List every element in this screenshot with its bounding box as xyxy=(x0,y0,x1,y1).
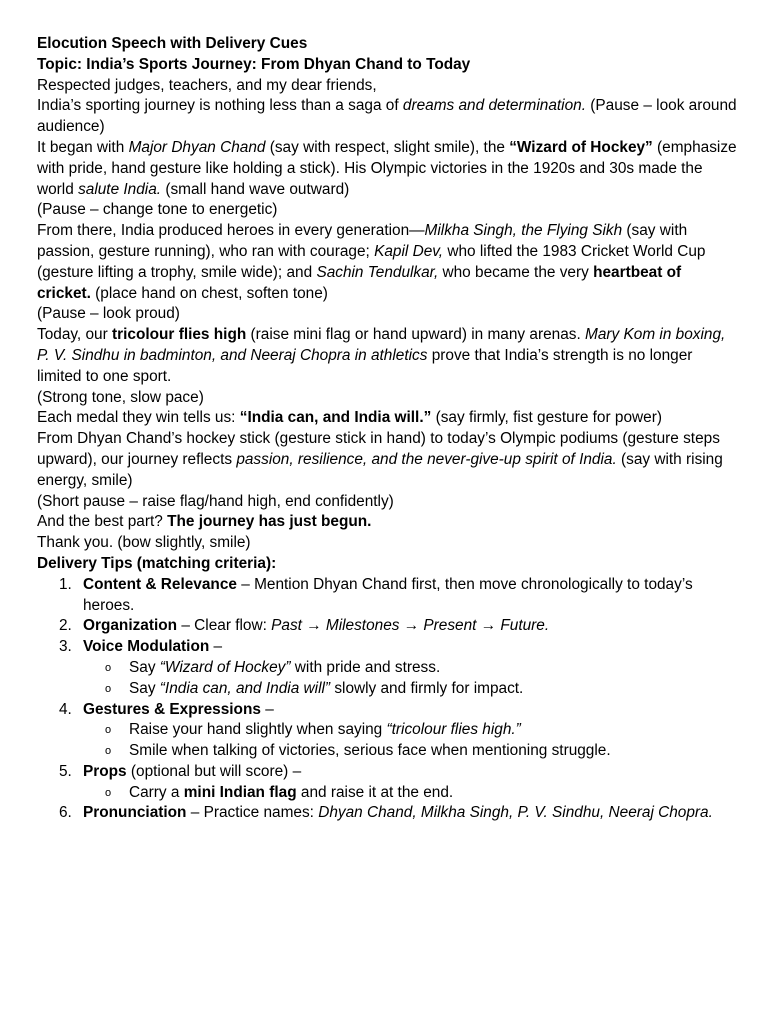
tip-subitem: o Smile when talking of victories, serious face when mentioning struggle. xyxy=(83,741,737,762)
tip-item: 5. Props (optional but will score) – o Carry a mini Indian flag and raise it at the end. xyxy=(37,762,737,804)
tip-subitem: o Raise your hand slightly when saying “tricolour flies high.” xyxy=(83,720,737,741)
bullet-icon: o xyxy=(105,786,112,799)
speech-closing: Thank you. (bow slightly, smile) xyxy=(37,534,251,552)
speech-topic: Topic: India’s Sports Journey: From Dhyan Chand to Today xyxy=(37,55,471,73)
speech-paragraph: And the best part? The journey has just begun. xyxy=(37,513,372,531)
tip-sublist xyxy=(83,658,737,700)
delivery-cue: (Pause – look proud) xyxy=(37,305,180,323)
delivery-cue: (Strong tone, slow pace) xyxy=(37,388,204,406)
tip-number: 1. xyxy=(59,575,72,593)
bullet-icon: o xyxy=(105,661,112,674)
tip-sublist xyxy=(83,720,737,762)
tip-item: 4. Gestures & Expressions – o Raise your hand slightly when saying “tricolour flies high.” o Smile when talking of victories, serious face when mentioning struggle. xyxy=(37,700,737,762)
delivery-tips-list xyxy=(37,575,737,825)
tip-item: 1. Content & Relevance – Mention Dhyan Chand first, then move chronologically to today’s heroes. xyxy=(59,575,693,614)
speech-paragraph: From Dhyan Chand’s hockey stick (gesture stick in hand) to today’s Olympic podiums (gesture steps upward), our journey reflects passion, resilience, and the never-give-up spirit of India. (say with rising energy, smile) xyxy=(37,430,723,489)
speech-paragraph: From there, India produced heroes in every generation—Milkha Singh, the Flying Sikh (say with passion, gesture running), who ran with courage; Kapil Dev, who lifted the 1983 Cricket World Cup (gesture lifting a trophy, smile wide); and Sachin Tendulkar, who became the very heartbeat of cricket. (place hand on chest, soften tone) xyxy=(37,222,706,302)
speech-paragraph: India’s sporting journey is nothing less than a saga of dreams and determination. (Pause – look around audience) xyxy=(37,97,737,136)
tip-item: 6. Pronunciation – Practice names: Dhyan Chand, Milkha Singh, P. V. Sindhu, Neeraj Chopra. xyxy=(37,803,737,824)
tip-subitem: o Say “Wizard of Hockey” with pride and stress. xyxy=(83,658,737,679)
document-title: Elocution Speech with Delivery Cues xyxy=(37,35,308,52)
bullet-icon: o xyxy=(105,724,112,737)
speech-paragraph: Respected judges, teachers, and my dear friends, xyxy=(37,76,377,94)
speech-paragraph: It began with Major Dhyan Chand (say with respect, slight smile), the “Wizard of Hockey” (emphasize with pride, hand gesture like holding a stick). His Olympic victories in the 1920s and 30s made the world salute India. (small hand wave outward) xyxy=(37,138,737,198)
tip-sublist xyxy=(83,783,737,804)
bullet-icon: o xyxy=(105,682,112,695)
delivery-cue: (Pause – change tone to energetic) xyxy=(37,201,278,219)
document-page xyxy=(37,34,737,824)
bullet-icon: o xyxy=(105,745,112,758)
tip-subitem: o Carry a mini Indian flag and raise it at the end. xyxy=(83,783,737,804)
tip-item: 2. Organization – Clear flow: Past → Milestones → Present → Future. xyxy=(37,616,737,637)
tip-number: 5. xyxy=(59,762,72,780)
tip-subitem: o Say “India can, and India will” slowly and firmly for impact. xyxy=(83,679,737,700)
tip-number: 6. xyxy=(59,804,72,822)
speech-paragraph: Today, our tricolour flies high (raise mini flag or hand upward) in many arenas. Mary Kom in boxing, P. V. Sindhu in badminton, and Neeraj Chopra in athletics prove that India’s strength is no longer limited to one sport. xyxy=(37,326,726,385)
tips-heading: Delivery Tips (matching criteria): xyxy=(37,554,277,572)
speech-paragraph: Each medal they win tells us: “India can, and India will.” (say firmly, fist gesture for power) xyxy=(37,409,662,427)
delivery-cue: (Short pause – raise flag/hand high, end confidently) xyxy=(37,492,394,510)
tip-number: 3. xyxy=(59,638,72,656)
tip-number: 4. xyxy=(59,700,72,718)
tip-item: 3. Voice Modulation – o Say “Wizard of Hockey” with pride and stress. o Say “India can, and India will” slowly and firmly for impact. xyxy=(37,637,737,699)
tip-number: 2. xyxy=(59,617,72,635)
